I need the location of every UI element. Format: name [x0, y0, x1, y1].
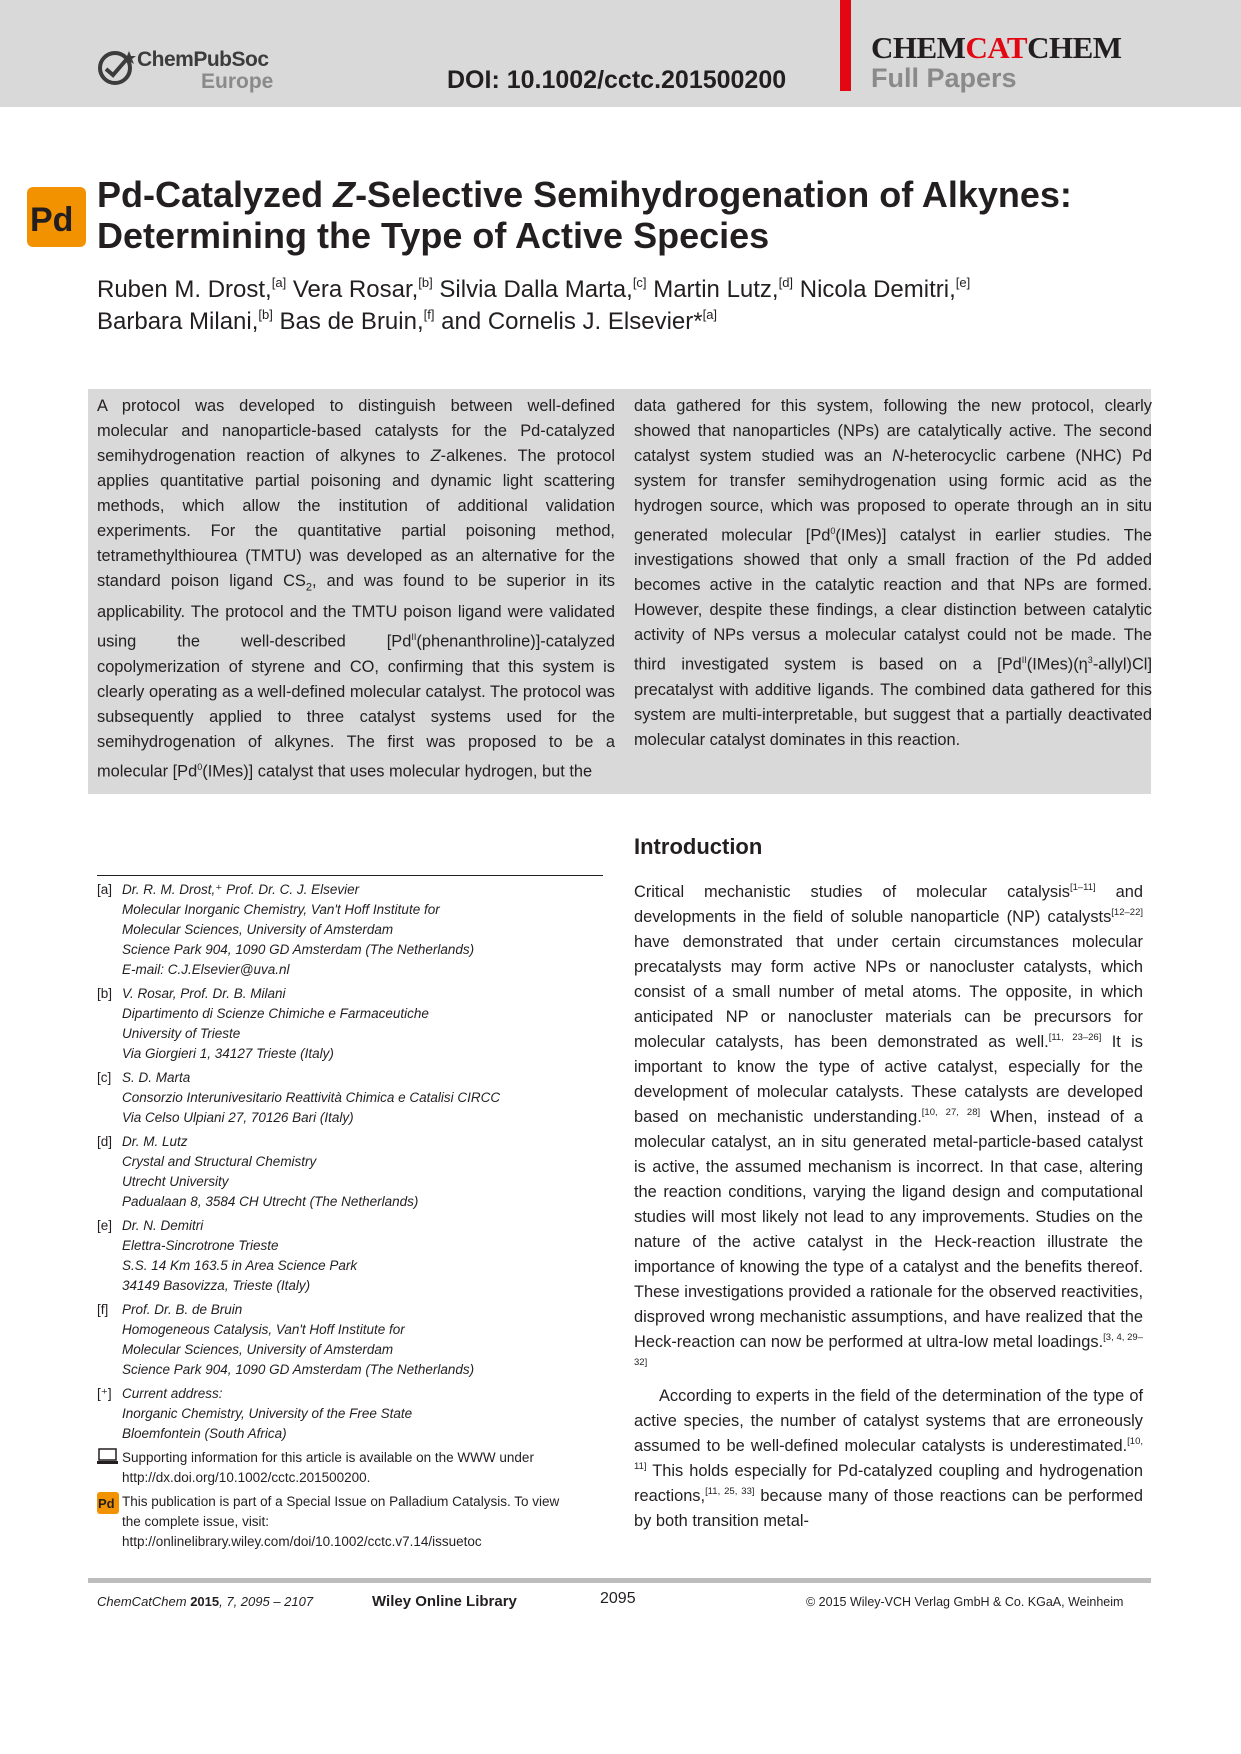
wiley-online-library-label: Wiley Online Library — [372, 1593, 517, 1610]
footnote-key: [b] — [97, 986, 113, 1001]
journal-name-part2: CAT — [965, 30, 1028, 65]
section-label: Full Papers — [871, 63, 1017, 93]
author-list — [97, 274, 1147, 338]
author-name: Vera Rosar, — [286, 276, 419, 303]
author-affiliation: [b] — [418, 275, 433, 290]
author-name: Martin Lutz, — [646, 276, 779, 303]
abstract-text: -heterocyclic carbene (NHC) Pd system for transfer semihydrogenation using formic acid as the hydrogen source, which was proposed to operate through an in situ generated molecular [Pd — [634, 447, 1152, 545]
author-name: Bas de Bruin, — [272, 308, 424, 335]
journal-name — [871, 30, 1122, 66]
title-line2: Determining the Type of Active Species — [97, 215, 770, 256]
abstract-text: -alkenes. The protocol applies quantitative partial poisoning and dynamic light scattering methods, which allow the institution of additional validation experiments. For the quantitative partial poisoning method, tetramethylthiourea (TMTU) was developed as an alternative for the standard poison ligand CS — [97, 447, 615, 590]
author-affiliation: [e] — [955, 275, 971, 290]
footnote-text: V. Rosar, Prof. Dr. B. Milani Dipartimento di Scienze Chimiche e Farmaceutiche University of Trieste Via Giorgieri 1, 34127 Trieste (Italy) — [122, 986, 429, 1061]
author — [97, 308, 273, 335]
footnote-text: Dr. N. Demitri Elettra-Sincrotrone Trieste S.S. 14 Km 163.5 in Area Science Park 34149 Basovizza, Trieste (Italy) — [122, 1218, 358, 1293]
footer-divider — [88, 1578, 1151, 1583]
logo-text-europe: Europe — [201, 70, 274, 93]
title-part1: Pd-Catalyzed — [97, 174, 334, 215]
page-number: 2095 — [600, 1590, 636, 1607]
abstract-left-column — [97, 394, 615, 784]
title-part2: -Selective Semihydrogenation of Alkynes: — [355, 174, 1072, 215]
citation: [1–11] — [1069, 882, 1096, 893]
author-affiliation: [f] — [423, 307, 435, 322]
logo-text-chempubsoc: ChemPubSoc — [137, 48, 269, 71]
abstract-text: (IMes)] catalyst in earlier studies. The investigations showed that only a small fraction of the Pd added becomes active in the catalytic reaction and that NPs are formed. However, despite these findings, a clear distinction between catalytic activity of NPs versus a molecular catalyst could not be made. The third investigated system is based on a [Pd — [634, 526, 1153, 674]
footer-citation — [97, 1594, 313, 1609]
page-header — [0, 0, 1241, 107]
footer-journal-name: ChemCatChem — [97, 1594, 191, 1609]
pd-small-icon-wrap — [97, 1492, 122, 1552]
citation: [10, 27, 28] — [921, 1107, 981, 1118]
footnote-item — [97, 1068, 603, 1128]
abstract-italic: N — [892, 447, 905, 465]
abstract-text: A protocol was developed to distinguish between well-defined molecular and nanoparticle-based catalysts for the Pd-catalyzed semihydrogenation reaction of alkynes to — [97, 397, 615, 465]
abstract-text: -allyl)Cl] precatalyst with additive ligands. The combined data gathered for this system are multi-interpretable, but suggest that a partially deactivated molecular catalyst dominates in this reaction. — [634, 655, 1152, 749]
intro-text: have demonstrated that under certain circumstances molecular precatalysts may form active NPs or nanocluster catalysts, which consist of a small number of metal atoms. The opposite, in which anticipated NP or nanocluster materials can be precursors for molecular catalysts, has been demonstrated as well. — [634, 933, 1143, 1051]
author-affiliation: [a] — [271, 275, 287, 290]
footnote-item — [97, 1300, 603, 1380]
footnote-key: [a] — [97, 882, 113, 897]
citation: [11, 23–26] — [1048, 1032, 1102, 1043]
footer-journal-year: 2015 — [190, 1594, 220, 1609]
doi-label: DOI: 10.1002/cctc.201500200 — [447, 66, 787, 94]
author — [273, 308, 435, 335]
introduction-body — [634, 880, 1143, 1534]
chempubsoc-logo — [96, 44, 296, 96]
footnote-key: [f] — [97, 1302, 109, 1317]
footnote-item — [97, 880, 603, 980]
affiliation-footnotes — [97, 875, 603, 1552]
abstract-right-column — [634, 394, 1152, 753]
pd-icon-text: Pd — [30, 201, 74, 239]
footnote-text: Dr. R. M. Drost,⁺ Prof. Dr. C. J. Elsevier Molecular Inorganic Chemistry, Van't Hoff Institute for Molecular Sciences, University of Amsterdam Science Park 904, 1090 GD Amsterdam (The Netherlands) E-mail: C.J.Elsevier@uva.nl — [122, 882, 475, 977]
intro-text: because many of those reactions can be performed by both transition metal- — [634, 1487, 1143, 1530]
author-name: Silvia Dalla Marta, — [432, 276, 633, 303]
intro-paragraph — [634, 880, 1143, 1380]
footnote-item — [97, 1132, 603, 1212]
abstract-superscript: 3 — [1087, 655, 1093, 666]
abstract-italic: Z — [430, 447, 441, 465]
palladium-special-issue-icon — [27, 187, 86, 247]
star-badge-icon — [96, 48, 138, 90]
footnote-text: S. D. Marta Consorzio Interunivesitario Reattività Chimica e Catalisi CIRCC Via Celso Ulpiani 27, 70126 Bari (Italy) — [122, 1070, 501, 1125]
palladium-small-icon — [97, 1492, 119, 1514]
special-issue-note — [97, 1492, 603, 1552]
abstract-superscript: 0 — [197, 761, 203, 772]
footnote-text: Prof. Dr. B. de Bruin Homogeneous Catalysis, Van't Hoff Institute for Molecular Sciences, University of Amsterdam Science Park 904, 1090 GD Amsterdam (The Netherlands) — [122, 1302, 475, 1377]
journal-accent-bar — [840, 0, 851, 91]
intro-text: This holds especially for Pd-catalyzed coupling and hydrogenation reactions, — [634, 1462, 1143, 1505]
author — [286, 276, 433, 303]
abstract-subscript: 2 — [305, 581, 312, 594]
journal-name-part1: CHEM — [871, 30, 966, 65]
author-name: and Cornelis J. Elsevier* — [434, 308, 703, 335]
footnote-item — [97, 984, 603, 1064]
intro-paragraph — [634, 1384, 1143, 1534]
footnote-item — [97, 1384, 603, 1444]
author-affiliation: [c] — [632, 275, 647, 290]
computer-icon-wrap — [97, 1448, 122, 1488]
citation: [12–22] — [1111, 907, 1143, 918]
abstract-superscript: II — [411, 632, 417, 643]
introduction-heading: Introduction — [634, 834, 763, 859]
author-affiliation: [b] — [258, 307, 273, 322]
footnote-text: Current address: Inorganic Chemistry, University of the Free State Bloemfontein (South Africa) — [122, 1386, 413, 1441]
supporting-info-text: Supporting information for this article is available on the WWW under http://dx.doi.org/10.1002/cctc.201500200. — [122, 1450, 534, 1485]
abstract-superscript: II — [1021, 655, 1027, 666]
abstract-text: (IMes)] catalyst that uses molecular hydrogen, but the — [202, 762, 593, 781]
author — [434, 308, 717, 335]
author — [647, 276, 794, 303]
author-name: Nicola Demitri, — [793, 276, 956, 303]
intro-text: It is important to know the type of active catalyst, especially for the development of molecular catalysts. These catalysts are developed based on mechanistic understanding. — [634, 1033, 1143, 1126]
intro-text: and developments in the field of soluble nanoparticle (NP) catalysts — [634, 883, 1143, 926]
abstract-box — [88, 389, 1151, 794]
pd-small-icon-text: Pd — [98, 1496, 115, 1511]
footnote-text: Dr. M. Lutz Crystal and Structural Chemistry Utrecht University Padualaan 8, 3584 CH Utrecht (The Netherlands) — [122, 1134, 419, 1209]
article-title — [97, 174, 1147, 256]
footnote-item — [97, 1216, 603, 1296]
author-affiliation: [a] — [702, 307, 718, 322]
intro-text: Critical mechanistic studies of molecular catalysis — [634, 883, 1070, 901]
abstract-superscript: 0 — [830, 526, 836, 536]
intro-text: According to experts in the field of the determination of the type of active species, the number of catalyst systems that are erroneously assumed to be well-defined molecular catalysts is underestimated. — [634, 1387, 1143, 1455]
special-issue-text: This publication is part of a Special Issue on Palladium Catalysis. To view the complete issue, visit: http://onlinelibrary.wiley.com/doi/10.1002/cctc.v7.14/issuetoc — [122, 1494, 560, 1549]
author-affiliation: [d] — [778, 275, 794, 290]
citation: [3, 4, 29–32] — [634, 1332, 1143, 1368]
abstract-text: (IMes)(η — [1026, 655, 1088, 674]
computer-icon — [97, 1448, 118, 1465]
citation: [10, 11] — [634, 1436, 1143, 1472]
copyright-notice: © 2015 Wiley-VCH Verlag GmbH & Co. KGaA, Weinheim — [806, 1595, 1124, 1609]
author — [793, 276, 970, 303]
supporting-info-note — [97, 1448, 603, 1488]
title-italic: Z — [333, 174, 356, 215]
abstract-text: data gathered for this system, following the new protocol, clearly showed that nanoparticles (NPs) are catalytically active. The second catalyst system studied was an — [634, 397, 1152, 465]
intro-text: When, instead of a molecular catalyst, an in situ generated metal-particle-based catalyst is active, the assumed mechanism is incorrect. In that case, altering the reaction conditions, varying the ligand design and computational studies will most likely not lead to any improvements. Studies on the nature of the active catalyst in the Heck-reaction illustrate the importance of knowing the type of a catalyst and the benefits thereof. These investigations provided a rationale for the observed reactivities, disproved wrong mechanistic assumptions, and have realized that the Heck-reaction can now be performed at ultra-low metal loadings. — [634, 1108, 1143, 1351]
footnote-key: [c] — [97, 1070, 112, 1085]
author — [97, 276, 286, 303]
footer-journal-pages: , 7, 2095 – 2107 — [219, 1594, 314, 1609]
author — [433, 276, 647, 303]
author-name: Barbara Milani, — [97, 308, 259, 335]
footnote-key: [⁺] — [97, 1386, 112, 1401]
citation: [11, 25, 33] — [705, 1486, 755, 1497]
abstract-text: (phenanthroline)]-catalyzed copolymerization of styrene and CO, confirming that this system is clearly operating as a well-defined molecular catalyst. The protocol was subsequently applied to three catalyst systems used for the semihydrogenation of alkynes. The first was proposed to be a molecular [Pd — [97, 632, 615, 781]
journal-name-part3: CHEM — [1027, 30, 1122, 65]
author-name: Ruben M. Drost, — [97, 276, 272, 303]
footnote-key: [e] — [97, 1218, 113, 1233]
footnote-key: [d] — [97, 1134, 113, 1149]
abstract-text: , and was found to be superior in its applicability. The protocol and the TMTU poison ligand were validated using the well-described [Pd — [97, 572, 615, 651]
